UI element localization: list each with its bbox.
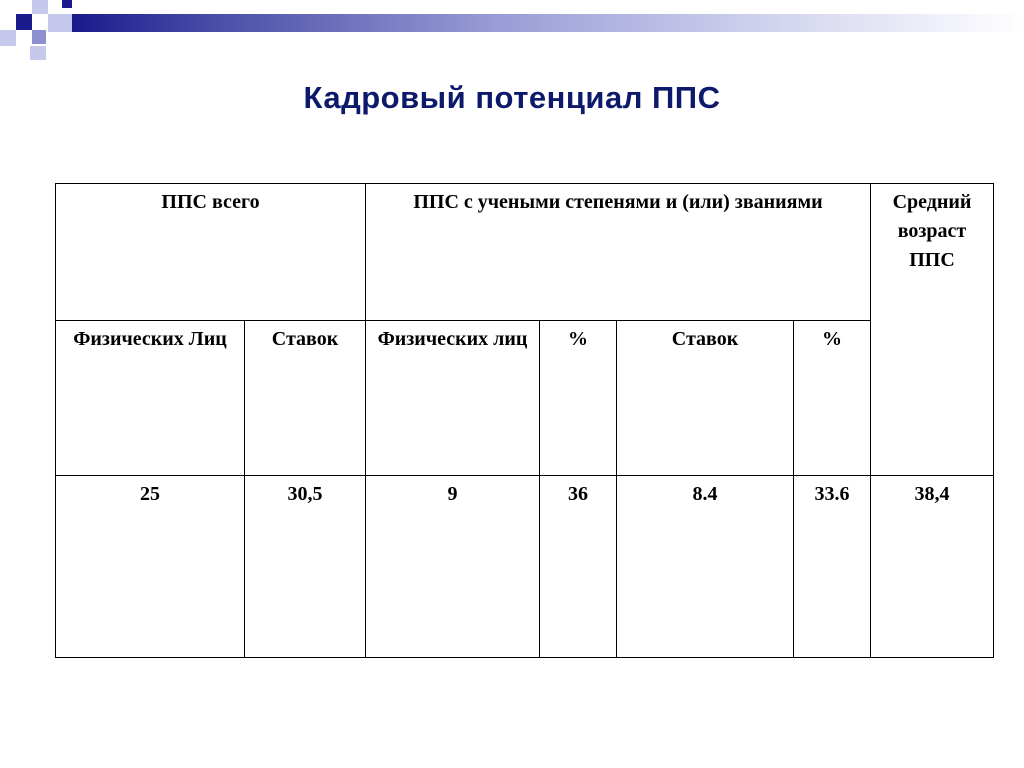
- staff-table: [55, 183, 994, 658]
- header-pps-total: ППС всего: [56, 184, 366, 321]
- subheader-percent-rates: %: [794, 321, 871, 476]
- cell-rates-total: 30,5: [245, 476, 366, 658]
- table-row: [56, 184, 994, 321]
- subheader-rates-total: Ставок: [245, 321, 366, 476]
- table-row: [56, 476, 994, 658]
- cell-phys-persons-total: 25: [56, 476, 245, 658]
- subheader-percent-persons: %: [540, 321, 617, 476]
- cell-phys-persons-degree: 9: [366, 476, 540, 658]
- light-square-decoration: [0, 30, 16, 46]
- navy-square-decoration: [62, 0, 72, 8]
- table-row: [56, 321, 994, 476]
- header-pps-degrees: ППС с учеными степенями и (или) званиями: [366, 184, 871, 321]
- slide-title: Кадровый потенциал ППС: [303, 80, 721, 115]
- cell-rates-degree: 8.4: [617, 476, 794, 658]
- cell-avg-age: 38,4: [871, 476, 994, 658]
- light-square-decoration: [48, 14, 72, 32]
- top-gradient-bar: [72, 14, 1024, 32]
- subheader-phys-persons-degree: Физических лиц: [366, 321, 540, 476]
- subheader-phys-persons-total: Физических Лиц: [56, 321, 245, 476]
- cell-percent-persons: 36: [540, 476, 617, 658]
- light-square-decoration: [32, 0, 48, 14]
- mid-square-decoration: [32, 30, 46, 44]
- light-square-decoration: [30, 46, 46, 60]
- cell-percent-rates: 33.6: [794, 476, 871, 658]
- subheader-rates-degree: Ставок: [617, 321, 794, 476]
- header-avg-age: Средний возраст ППС: [871, 184, 994, 476]
- navy-square-decoration: [16, 14, 32, 30]
